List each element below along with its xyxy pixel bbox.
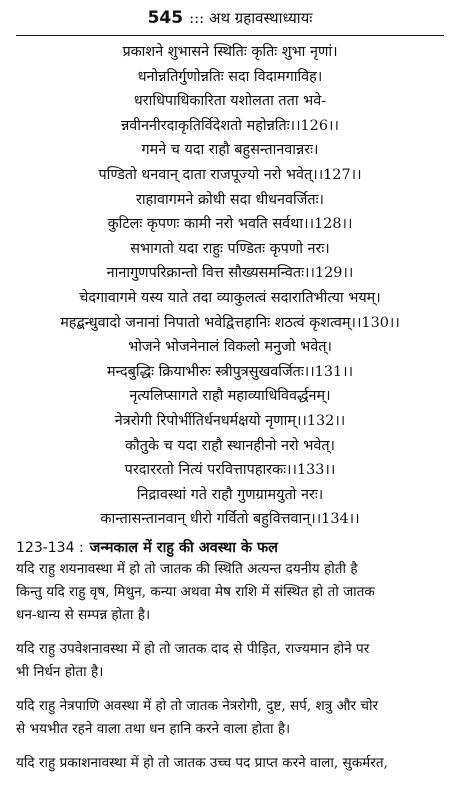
- paragraph-gap: [16, 627, 444, 638]
- verse-line: चेदगावागमे यस्य याते तदा व्याकुलत्वं सदारातिभीत्या भयम्।: [79, 289, 381, 306]
- verse-line: सभागतो यदा राहुः पण्डितः कृपणो नरः।: [130, 240, 330, 257]
- verse-line: भोजने भोजनेनालं विकलो मनुजो भवेत्।: [128, 339, 332, 356]
- page-number: 545: [147, 8, 184, 28]
- verse-line: नृत्यलिप्सागते राहौ महाव्याधिविवर्द्धनम्।: [129, 388, 331, 405]
- section-number: 123-134 :: [16, 539, 84, 556]
- verse-line: कुटिलः कृपणः कामी नरो भवति सर्वथा।।128।।: [107, 216, 353, 233]
- paragraph-gap: [16, 684, 444, 695]
- commentary-line: यदि राहु नेत्रपाणि अवस्था में हो तो जातक नेत्ररोगी, दुष्ट, सर्प, शत्रु और चोर: [16, 697, 379, 714]
- sanskrit-verses: [16, 40, 444, 532]
- hindi-commentary: [16, 558, 444, 775]
- verse-line: नेत्ररोगी रिपोर्भीतिर्धनधर्मक्षयो नृणाम्।।132।।: [114, 412, 346, 429]
- verse-line: धनोन्नतिर्गुणोन्नतिः सदा विदामगाविह।: [137, 68, 323, 85]
- verse-line: मन्दबुद्धिः क्रियाभीरुः स्त्रीपुत्रसुखवर्जितः।।131।।: [106, 363, 354, 380]
- verse-line: पण्डितो धनवान् दाता राजपूज्यो नरो भवेत्।।127।।: [98, 166, 362, 183]
- commentary-paragraph: [16, 695, 444, 741]
- commentary-line: किन्तु यदि राहु वृष, मिथुन, कन्या अथवा मेष राशि में संस्थित हो तो जातक: [16, 583, 375, 600]
- commentary-line: यदि राहु प्रकाशनावस्था में हो तो जातक उच्च पद प्राप्त करने वाला, सुकर्मरत,: [16, 754, 388, 771]
- running-title: ::: अथ ग्रहावस्थाध्यायः: [189, 9, 313, 27]
- verse-line: कौतुके च यदा राहौ स्थानहीनो नरो भवेत्।: [125, 437, 335, 454]
- section-title: जन्मकाल में राहु की अवस्था के फल: [89, 538, 278, 556]
- verse-line: महद्बन्धुवादो जनानां निपातो भवेद्वित्तहानिः शठत्वं कृशत्वम्।।130।।: [60, 314, 400, 331]
- commentary-paragraph: [16, 558, 444, 627]
- verse-line: प्रकाशने शुभासने स्थितिः कृतिः शुभा नृणां।: [122, 44, 338, 60]
- verse-line: निद्रावस्थां गते राहौ गुणग्रामयुतो नरः।: [136, 486, 324, 503]
- paragraph-gap: [16, 741, 444, 752]
- verse-line: नानागुणपरिक्रान्तो वित्त सौख्यसमन्वितः।।129।।: [106, 265, 354, 282]
- commentary-paragraph: [16, 752, 444, 775]
- section-heading: [16, 538, 444, 558]
- commentary-line: यदि राहु उपवेशनावस्था में हो तो जातक दाद से पीड़ित, राज्यमान होने पर: [16, 640, 370, 657]
- commentary-line: धन-धान्य से सम्पन्न होता है।: [16, 606, 151, 623]
- commentary-line: से भयभीत रहने वाला तथा धन हानि करने वाला होता है।: [16, 720, 291, 737]
- verse-line: परदाररतो नित्यं परवित्तापहारकः।।133।।: [124, 462, 336, 479]
- commentary-line: यदि राहु शयनावस्था में हो तो जातक की स्थिति अत्यन्त दयनीय होती है: [16, 560, 358, 577]
- verse-line: धराधिपाधिकारिता यशोलता तता भवे-: [133, 93, 327, 110]
- verse-line: कान्तासन्तानवान् धीरो गर्वितो बहुवित्तवान्।।134।।: [100, 511, 360, 528]
- verse-line: गमने च यदा राहौ बहुसन्तानवान्नरः।: [141, 142, 319, 159]
- commentary-paragraph: [16, 638, 444, 684]
- commentary-line: भी निर्धन होता है।: [16, 663, 104, 680]
- page-header: [16, 6, 444, 36]
- verse-line: राहावागमने क्रोधी सदा धीधनवर्जितः।: [136, 191, 324, 208]
- verse-line: न्नवीननीरदाकृतिर्विदेशतो महोन्नतिः।।126।।: [121, 117, 339, 134]
